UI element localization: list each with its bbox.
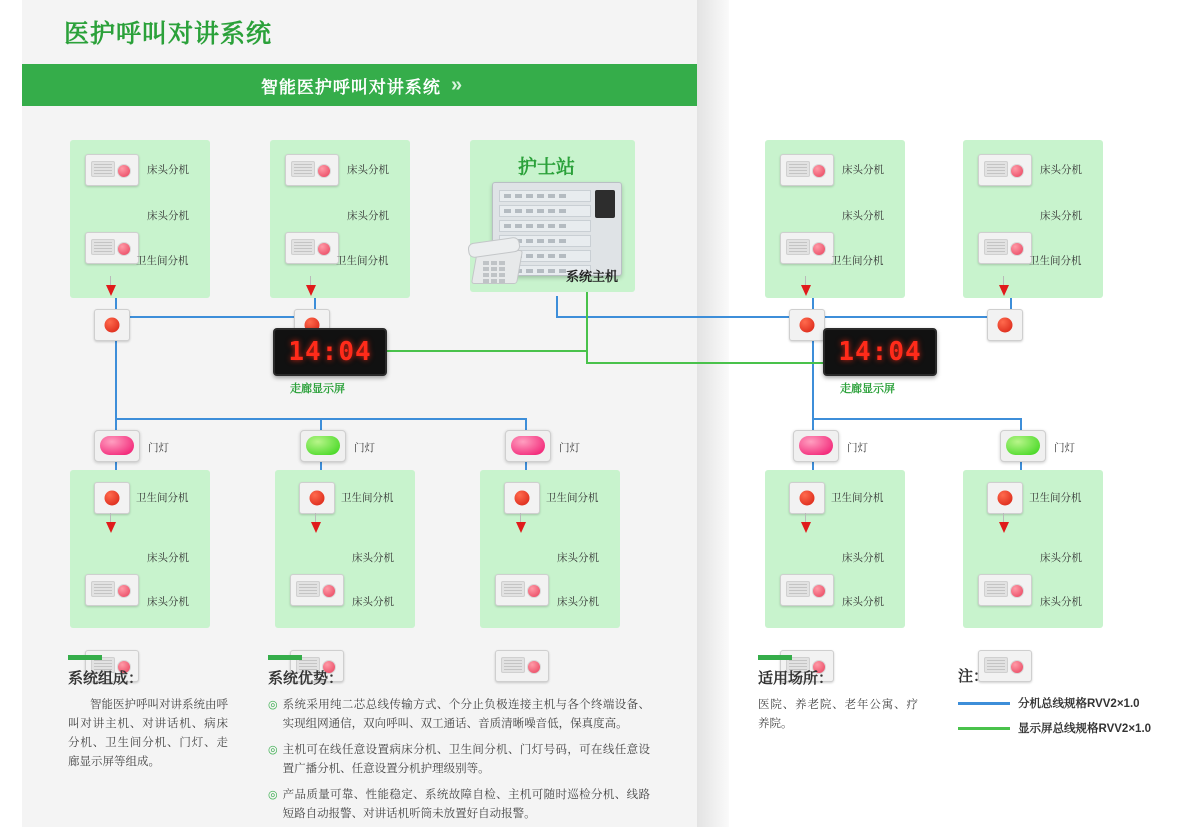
section-scenarios	[758, 655, 918, 734]
bedside-unit	[780, 154, 834, 186]
corridor-display-left-label: 走廊显示屏	[290, 383, 345, 395]
bedside-unit	[780, 574, 834, 606]
toilet-unit	[94, 309, 130, 341]
device-label: 卫生间分机	[546, 492, 599, 504]
device-label: 床头分机	[352, 552, 394, 564]
device-label: 卫生间分机	[831, 492, 884, 504]
room-panel-9	[963, 470, 1103, 628]
door-lamp-label: 门灯	[847, 442, 868, 454]
device-label: 床头分机	[147, 596, 189, 608]
host-row	[499, 190, 591, 202]
banner	[22, 64, 697, 106]
device-label: 床头分机	[842, 596, 884, 608]
device-label: 床头分机	[347, 164, 389, 176]
device-label: 卫生间分机	[831, 255, 884, 267]
list-item-text: 系统采用纯二芯总线传输方式、个分止负极连接主机与各个终端设备、实现组网通信，双向呼叫、双工通话、音质清晰噪音低，保真度高。	[282, 699, 650, 730]
host-display-panel	[595, 190, 615, 218]
background-left-margin	[0, 0, 22, 827]
device-label: 床头分机	[842, 210, 884, 222]
room-panel-4	[963, 140, 1103, 298]
device-label: 床头分机	[347, 210, 389, 222]
toilet-unit	[94, 482, 130, 514]
bedside-unit	[85, 232, 139, 264]
bedside-unit	[978, 154, 1032, 186]
section-advantages	[268, 655, 650, 831]
banner-label: 智能医护呼叫对讲系统	[260, 77, 441, 97]
device-label: 卫生间分机	[136, 492, 189, 504]
background-gradient-divider	[697, 0, 729, 827]
corridor-display-right-label: 走廊显示屏	[840, 383, 895, 395]
bedside-unit	[290, 574, 344, 606]
bedside-unit	[85, 154, 139, 186]
toilet-unit	[504, 482, 540, 514]
device-label: 床头分机	[147, 210, 189, 222]
room-panel-7	[480, 470, 620, 628]
device-label: 床头分机	[352, 596, 394, 608]
section-accent-bar	[68, 655, 102, 660]
section-text: 智能医护呼叫对讲系统由呼叫对讲主机、对讲话机、病床分机、卫生间分机、门灯、走廊显示屏等组成。	[68, 699, 228, 768]
device-label: 床头分机	[842, 164, 884, 176]
bullet-icon: ◎	[268, 788, 278, 801]
wire-segment	[115, 316, 316, 318]
list-item	[268, 696, 650, 734]
list-item	[268, 786, 650, 824]
section-accent-bar	[268, 655, 302, 660]
device-label: 卫生间分机	[136, 255, 189, 267]
section-title: 系统组成：	[68, 670, 144, 687]
device-label: 卫生间分机	[1029, 492, 1082, 504]
door-lamp-2	[300, 430, 346, 462]
bedside-unit	[978, 232, 1032, 264]
bullet-icon: ◎	[268, 699, 278, 711]
page-title: 医护呼叫对讲系统	[64, 20, 273, 48]
clock-time: 14:04	[838, 337, 922, 367]
list-item-text: 产品质量可靠、性能稳定、系统故障自检、主机可随时巡检分机、线路短路自动报警、对讲话机听筒未放置好自动报警。	[282, 788, 650, 820]
list-item	[268, 741, 650, 779]
door-lamp-label: 门灯	[559, 442, 580, 454]
wire-segment	[556, 316, 812, 318]
room-panel-6	[275, 470, 415, 628]
legend-label: 分机总线规格RVV2×1.0	[1018, 698, 1140, 710]
intercom-phone	[468, 240, 524, 284]
wire-bus-right	[812, 418, 1022, 420]
device-label: 床头分机	[1040, 210, 1082, 222]
device-label: 床头分机	[147, 552, 189, 564]
clock-time: 14:04	[288, 337, 372, 367]
wire-display-left	[383, 350, 588, 352]
room-panel-3	[765, 140, 905, 298]
device-label: 床头分机	[1040, 164, 1082, 176]
room-panel-2	[270, 140, 410, 298]
device-label: 床头分机	[1040, 596, 1082, 608]
toilet-unit	[987, 309, 1023, 341]
toilet-unit	[987, 482, 1023, 514]
bedside-unit	[495, 574, 549, 606]
toilet-unit	[789, 482, 825, 514]
corridor-display-left	[273, 328, 387, 376]
list-item-text: 主机可在线任意设置病床分机、卫生间分机、门灯号码，可在线任意设置广播分机、任意设置分机护理级别等。	[282, 743, 650, 775]
device-label: 床头分机	[557, 552, 599, 564]
legend-line-blue	[958, 702, 1010, 705]
section-text: 医院、养老院、老年公寓、疗养院。	[758, 699, 918, 730]
device-label: 床头分机	[1040, 552, 1082, 564]
chevron-right-icon: »	[450, 73, 459, 96]
device-label: 卫生间分机	[336, 255, 389, 267]
device-label: 床头分机	[842, 552, 884, 564]
legend-item-display-bus	[958, 720, 1168, 736]
door-lamp-3	[505, 430, 551, 462]
room-panel-8	[765, 470, 905, 628]
host-row	[499, 205, 591, 217]
door-lamp-5	[1000, 430, 1046, 462]
nurse-station-title: 护士站	[518, 157, 576, 178]
host-row	[499, 220, 591, 232]
device-label: 卫生间分机	[341, 492, 394, 504]
section-note	[958, 665, 1168, 736]
door-lamp-label: 门灯	[354, 442, 375, 454]
section-title: 注：	[958, 668, 989, 685]
bedside-unit	[780, 232, 834, 264]
door-lamp-1	[94, 430, 140, 462]
device-label: 卫生间分机	[1029, 255, 1082, 267]
section-composition	[68, 655, 228, 772]
legend-item-bus	[958, 695, 1168, 711]
wire-segment	[812, 316, 1012, 318]
room-panel-1	[70, 140, 210, 298]
legend-line-green	[958, 727, 1010, 730]
room-panel-5	[70, 470, 210, 628]
section-title: 系统优势：	[268, 670, 344, 687]
device-label: 床头分机	[147, 164, 189, 176]
bullet-icon: ◎	[268, 743, 278, 756]
toilet-unit	[789, 309, 825, 341]
wire-segment	[556, 296, 558, 318]
bedside-unit	[85, 574, 139, 606]
door-lamp-4	[793, 430, 839, 462]
legend-label: 显示屏总线规格RVV2×1.0	[1018, 723, 1152, 735]
bedside-unit	[978, 574, 1032, 606]
bedside-unit	[285, 154, 339, 186]
system-host-label: 系统主机	[566, 269, 619, 284]
section-title: 适用场所：	[758, 670, 834, 687]
phone-keypad	[482, 260, 508, 278]
device-label: 床头分机	[557, 596, 599, 608]
toilet-unit	[299, 482, 335, 514]
bedside-unit	[285, 232, 339, 264]
section-accent-bar	[758, 655, 792, 660]
door-lamp-label: 门灯	[1054, 442, 1075, 454]
door-lamp-label: 门灯	[148, 442, 169, 454]
corridor-display-right	[823, 328, 937, 376]
